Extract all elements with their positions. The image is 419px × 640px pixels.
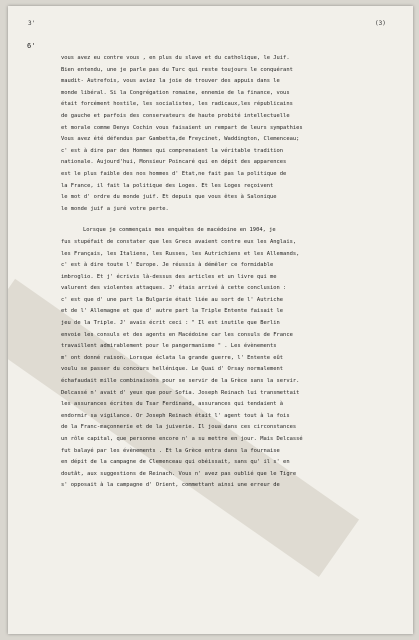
text-line: c' est à dire toute l' Europe. Je réussis à démêler ce formidable xyxy=(61,262,274,269)
text-line: travaillent admirablement pour le pangermanisme " . Les évènements xyxy=(61,343,277,350)
margin-annotation: 6' xyxy=(27,42,36,50)
text-line: en dépit de la campagne de Clemenceau qui obéissait, sans qu' il s' en xyxy=(61,459,290,466)
text-line: les Français, les Italiens, les Russes, les Autrichiens et les Allemands, xyxy=(61,250,300,257)
page-number-left: 3' xyxy=(28,20,36,27)
text-line: Bien entendu, une je parle pas du Turc qui reste toujours le conquérant xyxy=(61,66,293,73)
text-line: valurent des violentes attaques. J' étais arrivé à cette conclusion : xyxy=(61,285,287,292)
text-line: c' est à dire par des Hommes qui comprenaient la véritable tradition xyxy=(61,147,284,154)
text-line: endormir sa vigilance. Or Joseph Reinach était l' agent tout à la fois xyxy=(61,412,290,419)
text-line: Vous avez été défendus par Gambetta,de Freycinet, Waddington, Clemenceau; xyxy=(61,136,300,143)
document-page xyxy=(8,6,413,634)
text-line: la France, il fait la politique des Loges. Et les Loges reçoivent xyxy=(61,182,274,189)
text-line: voulu se passer du concours hellénique. Le Quai d' Orsay normalement xyxy=(61,366,284,373)
text-line: échafaudait mille combinaisons pour se servir de la Grèce sans la servir. xyxy=(61,378,300,385)
text-line: de la Franc-maçonnerie et de la juiverie. Il joua dans ces circonstances xyxy=(61,424,297,431)
text-line: imbroglio. Et j' écrivis là-dessus des articles et un livre qui me xyxy=(61,273,277,280)
text-line: monde libéral. Si la Congrégation romaine, ennemie de la finance, vous xyxy=(61,89,290,96)
text-line: nationale. Aujourd'hui, Monsieur Poincaré qui en dépit des apparences xyxy=(61,159,287,166)
text-line: m' ont donné raison. Lorsque éclata la grande guerre, l' Entente eût xyxy=(61,354,284,361)
text-line: et de l' Allemagne et que d' autre part la Triple Entente faisait le xyxy=(61,308,284,315)
text-line: fus stupéfait de constater que les Grecs avaient contre eux les Anglais, xyxy=(61,238,297,245)
paragraph-gap xyxy=(61,215,411,225)
text-line: c' est que d' une part la Bulgarie était liée au sort de l' Autriche xyxy=(61,296,284,303)
text-line: les assurances écrites du Tsar Ferdinand, assurances qui tendaient à xyxy=(61,401,284,408)
text-line: était forcément hostile, les socialistes, les radicaux,les républicains xyxy=(61,101,293,108)
text-line: Delcassé n' avait d' yeux que pour Sofia. Joseph Reinach lui transmettait xyxy=(61,389,300,396)
text-line: le mot d' ordre du monde juif. Et depuis que vous êtes à Salonique xyxy=(61,194,277,201)
text-line: Lorsque je commençais mes enquêtes de macédoine en 1904, je xyxy=(83,227,276,234)
text-line: doutât, aux suggestions de Reinach. Vous n' avez pas oublié que le Tigre xyxy=(61,470,297,477)
text-line: de gauche et parfois des conservateurs de haute probité intellectuelle xyxy=(61,112,290,119)
text-line: un rôle capital, que personne encore n' a su mettre en jour. Mais Delcassé xyxy=(61,436,303,442)
text-line: s' opposait à la campagne d' Orient, commettant ainsi une erreur de xyxy=(61,482,280,489)
letter-body xyxy=(61,53,411,492)
text-line: envoie les consuls et des agents en Macédoine car les consuls de France xyxy=(61,331,293,338)
text-line: est le plus faible des nos hommes d' Etat,ne fait pas la politique de xyxy=(61,170,287,177)
text-line: maudit- Autrefois, vous aviez la joie de trouver des appuis dans le xyxy=(61,78,280,85)
text-line: le monde juif a juré votre perte. xyxy=(61,205,169,212)
text-line: jeu de la Triple. J' avais écrit ceci : " Il est inutile que Berlin xyxy=(61,320,280,327)
text-line: vous avez eu contre vous , en plus du slave et du catholique, le Juif. xyxy=(61,55,290,61)
text-line: fut balayé par les évènements . Et la Grèce entra dans la fournaise xyxy=(61,447,280,454)
text-line: et morale comme Denys Cochin vous faisaient un rempart de leurs sympathies xyxy=(61,124,303,131)
page-number-right: (3) xyxy=(375,20,386,27)
